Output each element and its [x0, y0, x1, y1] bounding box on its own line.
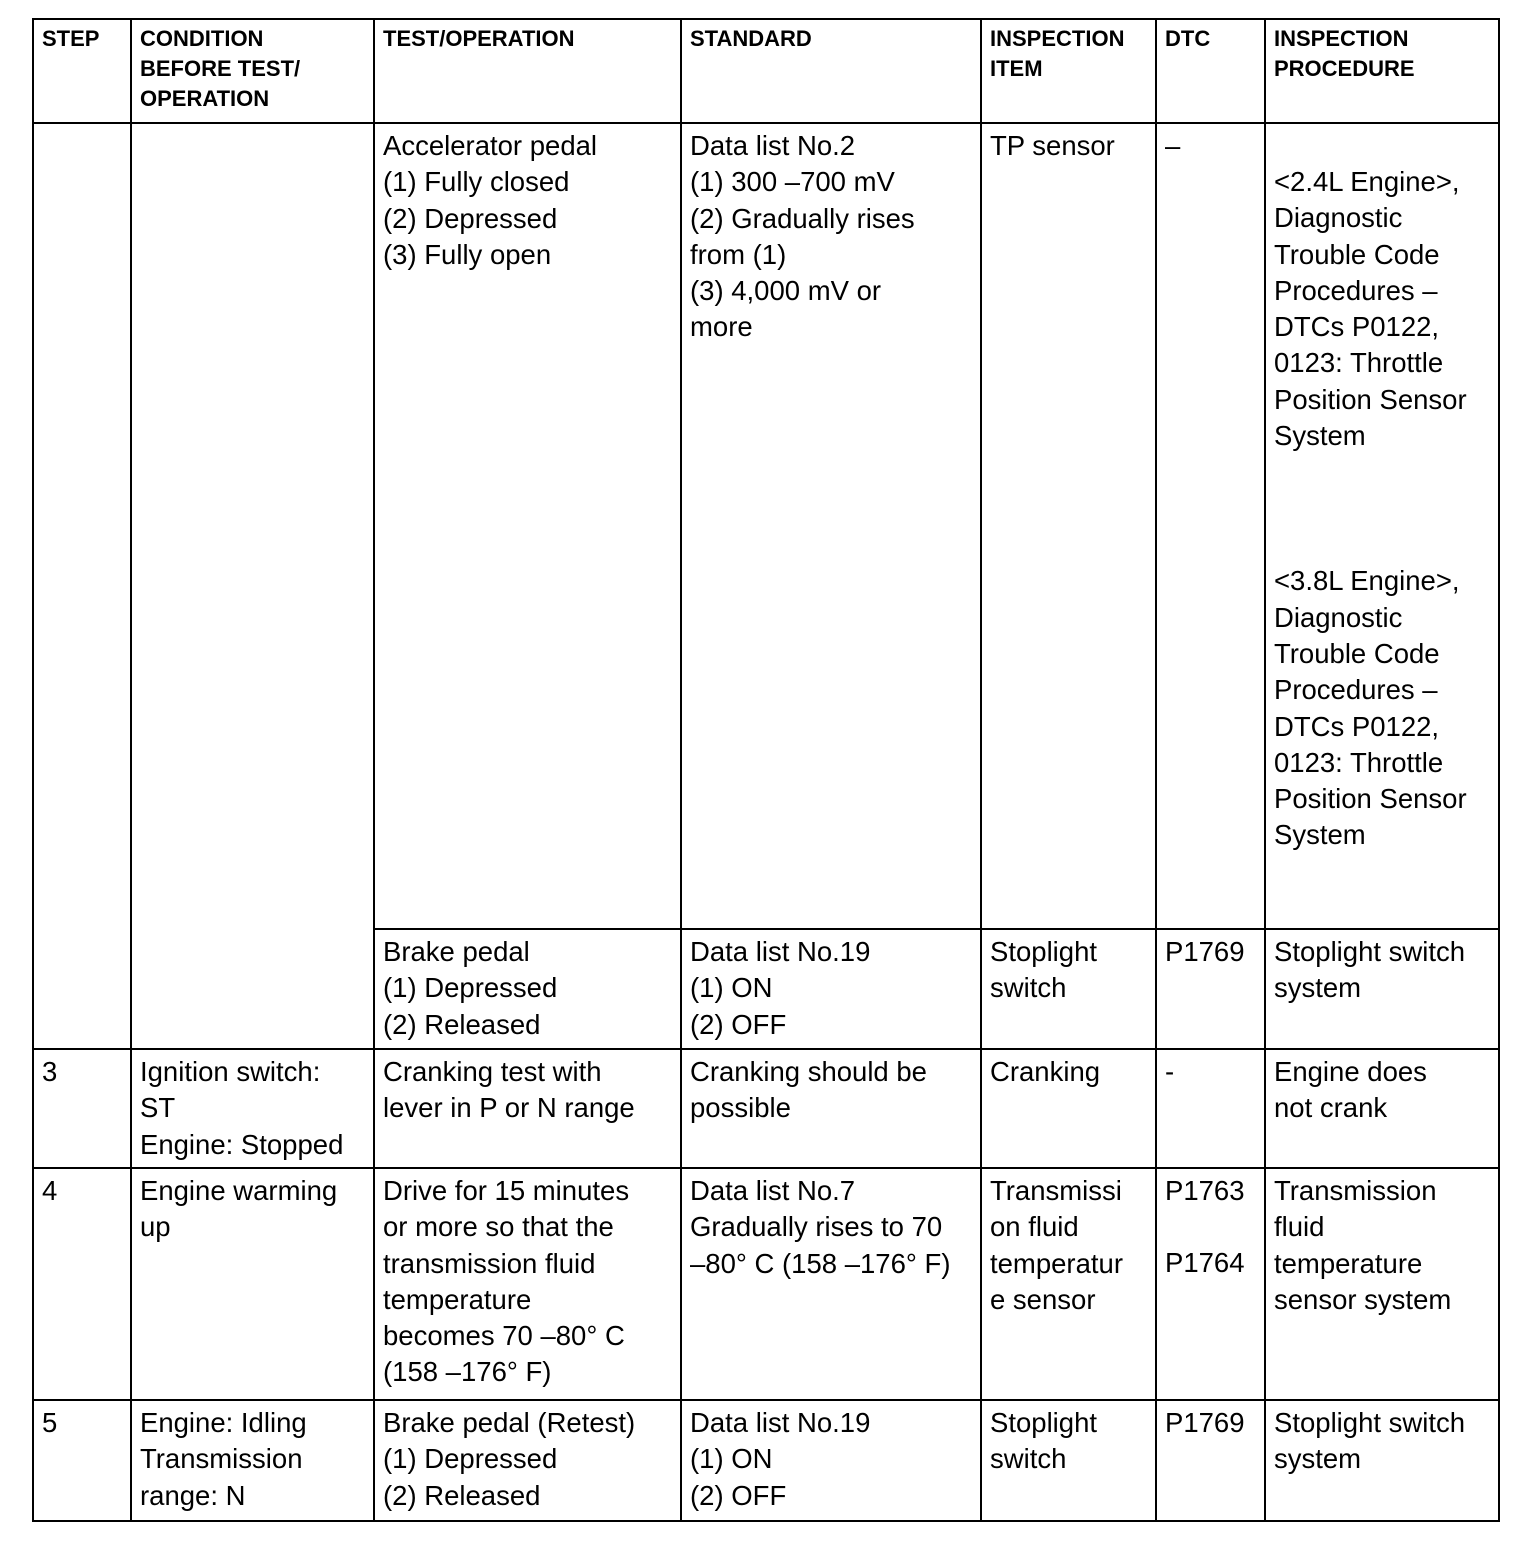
- dtc-spacer: [1165, 1209, 1257, 1245]
- cell-item-3: Cranking: [981, 1049, 1156, 1168]
- cell-test-5: Brake pedal (Retest) (1) Depressed (2) Released: [374, 1400, 681, 1521]
- table-row-step-5: [33, 1400, 1499, 1521]
- cell-procedure-4: Transmission fluid temperature sensor system: [1265, 1168, 1499, 1400]
- cell-procedure-3: Engine does not crank: [1265, 1049, 1499, 1168]
- header-inspection-procedure: INSPECTION PROCEDURE: [1265, 19, 1499, 123]
- cell-test-brake: Brake pedal (1) Depressed (2) Released: [374, 929, 681, 1049]
- cell-step-continued: [33, 123, 131, 1049]
- cell-procedure-5: Stoplight switch system: [1265, 1400, 1499, 1521]
- inspection-table: [32, 18, 1500, 1522]
- cell-condition-3: Ignition switch: ST Engine: Stopped: [131, 1049, 374, 1168]
- cell-condition-4: Engine warming up: [131, 1168, 374, 1400]
- cell-procedure-brake: Stoplight switch system: [1265, 929, 1499, 1049]
- cell-test-accelerator: Accelerator pedal (1) Fully closed (2) Depressed (3) Fully open: [374, 123, 681, 929]
- cell-dtc-brake: P1769: [1156, 929, 1265, 1049]
- procedure-3-8l-engine: <3.8L Engine>, Diagnostic Trouble Code Procedures – DTCs P0122, 0123: Throttle Position Sensor System: [1274, 565, 1467, 851]
- cell-step-4: 4: [33, 1168, 131, 1400]
- cell-item-tp-sensor: TP sensor: [981, 123, 1156, 929]
- header-standard: STANDARD: [681, 19, 981, 123]
- cell-condition-continued: [131, 123, 374, 1049]
- header-step: STEP: [33, 19, 131, 123]
- cell-standard-5: Data list No.19 (1) ON (2) OFF: [681, 1400, 981, 1521]
- cell-item-stoplight: Stoplight switch: [981, 929, 1156, 1049]
- header-inspection-item: INSPECTION ITEM: [981, 19, 1156, 123]
- cell-dtc-none: –: [1156, 123, 1265, 929]
- cell-dtc-3: -: [1156, 1049, 1265, 1168]
- dtc-code: P1763: [1165, 1175, 1245, 1206]
- table-row-step-4: [33, 1168, 1499, 1400]
- cell-procedure-tp-sensor: [1265, 123, 1499, 929]
- header-row: [33, 19, 1499, 123]
- dtc-code: P1764: [1165, 1247, 1245, 1279]
- header-condition: CONDITION BEFORE TEST/ OPERATION: [131, 19, 374, 123]
- cell-step-3: 3: [33, 1049, 131, 1168]
- cell-dtc-4: [1156, 1168, 1265, 1400]
- table-row-accelerator: [33, 123, 1499, 929]
- header-dtc: DTC: [1156, 19, 1265, 123]
- cell-standard-3: Cranking should be possible: [681, 1049, 981, 1168]
- cell-standard-4: Data list No.7 Gradually rises to 70 –80° C (158 –176° F): [681, 1168, 981, 1400]
- procedure-spacer: [1274, 454, 1491, 563]
- cell-test-4: Drive for 15 minutes or more so that the transmission fluid temperature becomes 70 –80° C (158 –176° F): [374, 1168, 681, 1400]
- procedure-2-4l-engine: <2.4L Engine>, Diagnostic Trouble Code Procedures – DTCs P0122, 0123: Throttle Position Sensor System: [1274, 166, 1467, 452]
- cell-condition-5: Engine: Idling Transmission range: N: [131, 1400, 374, 1521]
- cell-dtc-5: P1769: [1156, 1400, 1265, 1521]
- cell-standard-brake: Data list No.19 (1) ON (2) OFF: [681, 929, 981, 1049]
- header-test-operation: TEST/OPERATION: [374, 19, 681, 123]
- cell-item-4: Transmissi on fluid temperatur e sensor: [981, 1168, 1156, 1400]
- table-row-step-3: [33, 1049, 1499, 1168]
- cell-standard-accelerator: Data list No.2 (1) 300 –700 mV (2) Gradually rises from (1) (3) 4,000 mV or more: [681, 123, 981, 929]
- cell-test-3: Cranking test with lever in P or N range: [374, 1049, 681, 1168]
- cell-step-5: 5: [33, 1400, 131, 1521]
- cell-item-5: Stoplight switch: [981, 1400, 1156, 1521]
- procedure-spacer: [1274, 128, 1491, 164]
